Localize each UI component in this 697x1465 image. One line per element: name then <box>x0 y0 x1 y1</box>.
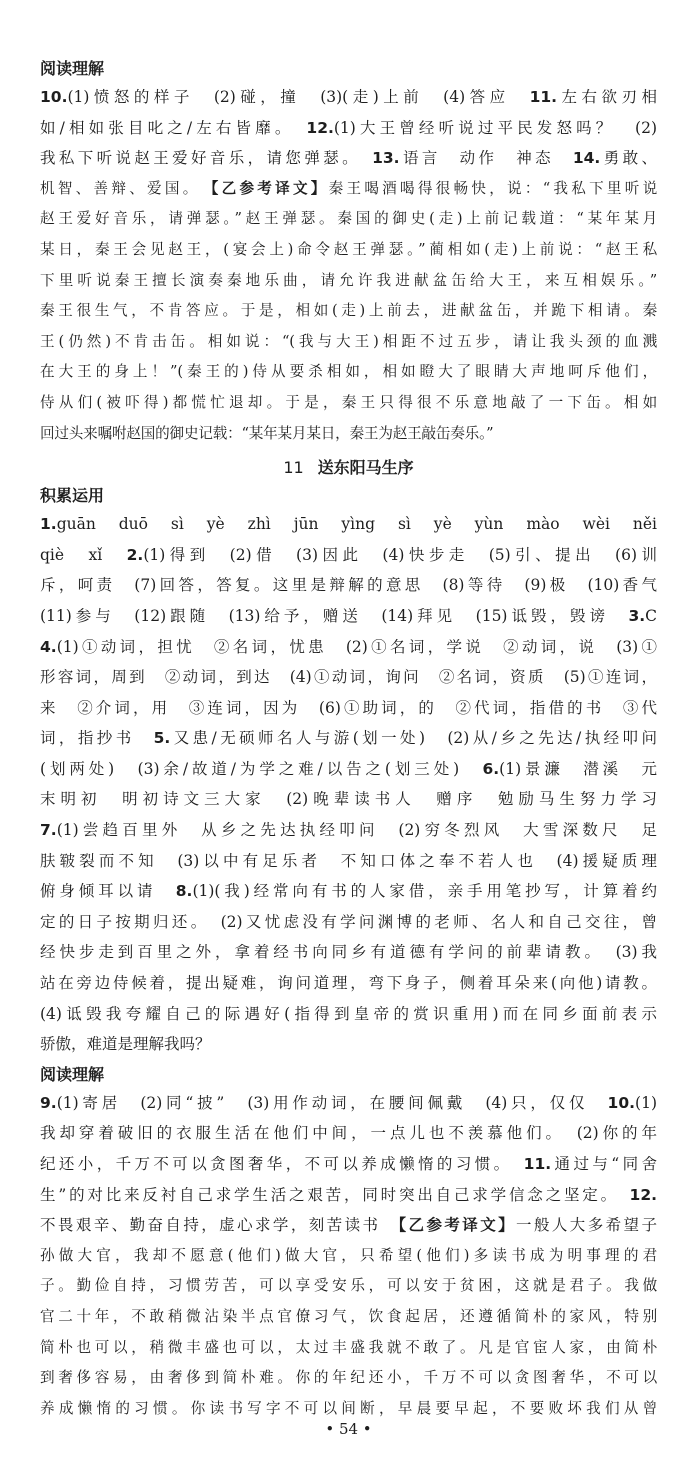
answer-marker: 3. <box>608 606 646 625</box>
text-line: 我却穿着破旧的衣服生活在他们中间，一点儿也不羡慕他们。 (2)你的年 <box>40 1124 657 1143</box>
answer-marker: 11. <box>504 1155 552 1173</box>
text-line: 生”的对比来反衬自己求学生活之艰苦，同时突出自己求学信念之坚定。 12. <box>40 1185 657 1204</box>
text-line: 如/相如张目叱之/左右皆靡。 12.(1)大王曾经听说过平民发怒吗？ (2) <box>40 118 657 137</box>
translation-line: 在大王的身上！”(秦王的)侍从要杀相如，相如瞪大了眼睛大声地呵斥他们， <box>40 363 657 381</box>
page-number: • 54 • <box>325 1420 372 1438</box>
lesson-number: 11 <box>283 458 304 478</box>
translation-line: 简朴也可以，稍微丰盛也可以，太过丰盛我就不敢了。凡是官宦人家，由简朴 <box>40 1338 657 1356</box>
answer-marker: 9. <box>40 1093 57 1112</box>
translation-line: 赵王爱好音乐，请弹瑟。”赵王弹瑟。秦国的御史(走)上前记载道：“某年某月 <box>40 210 657 228</box>
answer-marker: 5. <box>134 729 171 748</box>
answer-marker: 11. <box>509 88 558 106</box>
translation-line: 机智、善辩、爱国。 【乙参考译文】秦王喝酒喝得很畅快，说：“我私下里听说 <box>40 179 657 197</box>
reading-2-text <box>40 1088 657 1425</box>
answer-marker: 13. <box>353 149 400 168</box>
lesson-name: 送东阳马生序 <box>317 458 414 478</box>
text-line: 经快步走到百里之外，拿着经书向同乡有道德有学问的前辈请教。 (3)我 <box>40 943 657 962</box>
translation-line: 侍从们(被吓得)都慌忙退却。于是，秦王只得很不乐意地敲了一下缶。相如 <box>40 393 657 411</box>
translation-line: 官二十年，不敢稍微沾染半点官僚习气，饮食起居，还遵循简朴的家风，特别 <box>40 1307 657 1325</box>
text-line: 斥，呵责 (7)回答，答复。这里是辩解的意思 (8)等待 (9)极 (10)香气 <box>40 576 657 595</box>
text-line: 骄傲，难道是理解我吗？ <box>40 1035 211 1054</box>
text-line: 纪还小，千万不可以贪图奢华，不可以养成懒惰的习惯。 11.通过与“同舍 <box>40 1155 657 1173</box>
section-heading-accumulation: 积累运用 <box>40 486 105 506</box>
text-line: 词，指抄书 5.又患/无硕师名人与游(划一处) (2)从/乡之先达/执经叩问 <box>40 729 657 748</box>
answer-marker: 12. <box>286 118 334 137</box>
answer-marker: 10. <box>40 88 68 106</box>
answer-marker: 7. <box>40 821 57 840</box>
section-heading-reading-1: 阅读理解 <box>40 59 105 78</box>
text-line: 定的日子按期归还。 (2)又忧虑没有学问渊博的老师、名人和自己交往，曾 <box>40 912 657 931</box>
text-line: (11)参与 (12)跟随 (13)给予，赠送 (14)拜见 (15)诋毁，毁谤 3.C <box>40 606 657 625</box>
answer-marker: 【乙参考译文】 <box>211 179 329 197</box>
text-line: 末明初 明初诗文三大家 (2)晚辈读书人 赠序 勉励马生努力学习 <box>40 790 657 809</box>
answer-marker: 8. <box>156 882 193 901</box>
translation-line: 王(仍然)不肯击缶。相如说：“(我与大王)相距不过五步，请让我头颈的血溅 <box>40 332 657 350</box>
text-line: 我私下听说赵王爱好音乐，请您弹瑟。 13.语言 动作 神态 14.勇敢、 <box>40 149 657 168</box>
translation-line: 秦王很生气，不肯答应。于是，相如(走)上前去，进献盆缶，并跪下相请。秦 <box>40 302 657 320</box>
translation-line: 回过头来嘱咐赵国的御史记载：“某年某月某日，秦王为赵王敲缶奏乐。” <box>40 424 494 442</box>
translation-line: 某日，秦王会见赵王，(宴会上)命令赵王弹瑟。”蔺相如(走)上前说：“赵王私 <box>40 240 657 258</box>
answer-marker: 2. <box>102 545 144 564</box>
answer-marker: 1. <box>40 515 57 534</box>
text-line: qiè xǐ 2.(1)得到 (2)借 (3)因此 (4)快步走 (5)引、提出 (6)训 <box>40 545 657 564</box>
answer-marker: 4. <box>40 637 57 656</box>
accumulation-text <box>40 509 657 1060</box>
answer-marker: 14. <box>553 149 601 168</box>
text-line: (4)诋毁我夸耀自己的际遇好(指得到皇帝的赏识重用)而在同乡面前表示 <box>40 1004 657 1023</box>
text-line: 来 ②介词，用 ③连词，因为 (6)①助词，的 ②代词，指借的书 ③代 <box>40 698 657 717</box>
answer-marker: 12. <box>611 1185 657 1204</box>
translation-line: 孙做大官，我却不愿意(他们)做大官，只希望(他们)多读书成为明事理的君 <box>40 1246 657 1264</box>
text-line: 9.(1)寄居 (2)同“披” (3)用作动词，在腰间佩戴 (4)只，仅仅 10.(1) <box>40 1093 657 1112</box>
text-line: 形容词，周到 ②动词，到达 (4)①动词，询问 ②名词，资质 (5)①连词， <box>40 668 657 687</box>
text-line: 1.guān duō sì yè zhì jūn yìng sì yè yùn mào wèi něi <box>40 515 657 534</box>
translation-line: 子。勤俭自持，习惯劳苦，可以享受安乐，可以安于贫困，这就是君子。我做 <box>40 1277 657 1295</box>
translation-line: 到奢侈容易，由奢侈到简朴难。你的年纪还小，千万不可以贪图奢华，不可以 <box>40 1369 657 1387</box>
text-line: (划两处) (3)余/故道/为学之难/以告之(划三处) 6.(1)景濂 潜溪 元 <box>40 759 657 778</box>
text-line: 肤皲裂而不知 (3)以中有足乐者 不知口体之奉不若人也 (4)援疑质理 <box>40 851 657 870</box>
section-heading-reading-2: 阅读理解 <box>40 1064 105 1084</box>
text-line: 站在旁边侍候着，提出疑难，询问道理，弯下身子，侧着耳朵来(向他)请教。 <box>40 974 657 993</box>
text-line: 俯身倾耳以请 8.(1)(我)经常向有书的人家借，亲手用笔抄写，计算着约 <box>40 882 657 901</box>
translation-line: 下里听说秦王擅长演奏秦地乐曲，请允许我进献盆缶给大王，来互相娱乐。” <box>40 271 657 289</box>
lesson-title <box>40 455 657 481</box>
text-line: 4.(1)①动词，担忧 ②名词，忧患 (2)①名词，学说 ②动词，说 (3)① <box>40 637 657 656</box>
text-line: 7.(1)尝趋百里外 从乡之先达执经叩问 (2)穷冬烈风 大雪深数尺 足 <box>40 821 657 840</box>
translation-line: 养成懒惰的习惯。你读书写字不可以间断，早晨要早起，不要败坏我们从曾 <box>40 1399 657 1417</box>
answer-marker: 【乙参考译文】 <box>398 1216 517 1235</box>
answer-marker: 6. <box>459 759 500 778</box>
answer-marker: 10. <box>588 1093 636 1112</box>
reading-1-text <box>40 82 657 449</box>
text-line: 不畏艰辛、勤奋自持，虚心求学，刻苦读书 【乙参考译文】一般人大多希望子 <box>40 1216 657 1235</box>
text-line: 10.(1)愤怒的样子 (2)碰，撞 (3)(走)上前 (4)答应 11.左右欲刃相 <box>40 88 657 106</box>
